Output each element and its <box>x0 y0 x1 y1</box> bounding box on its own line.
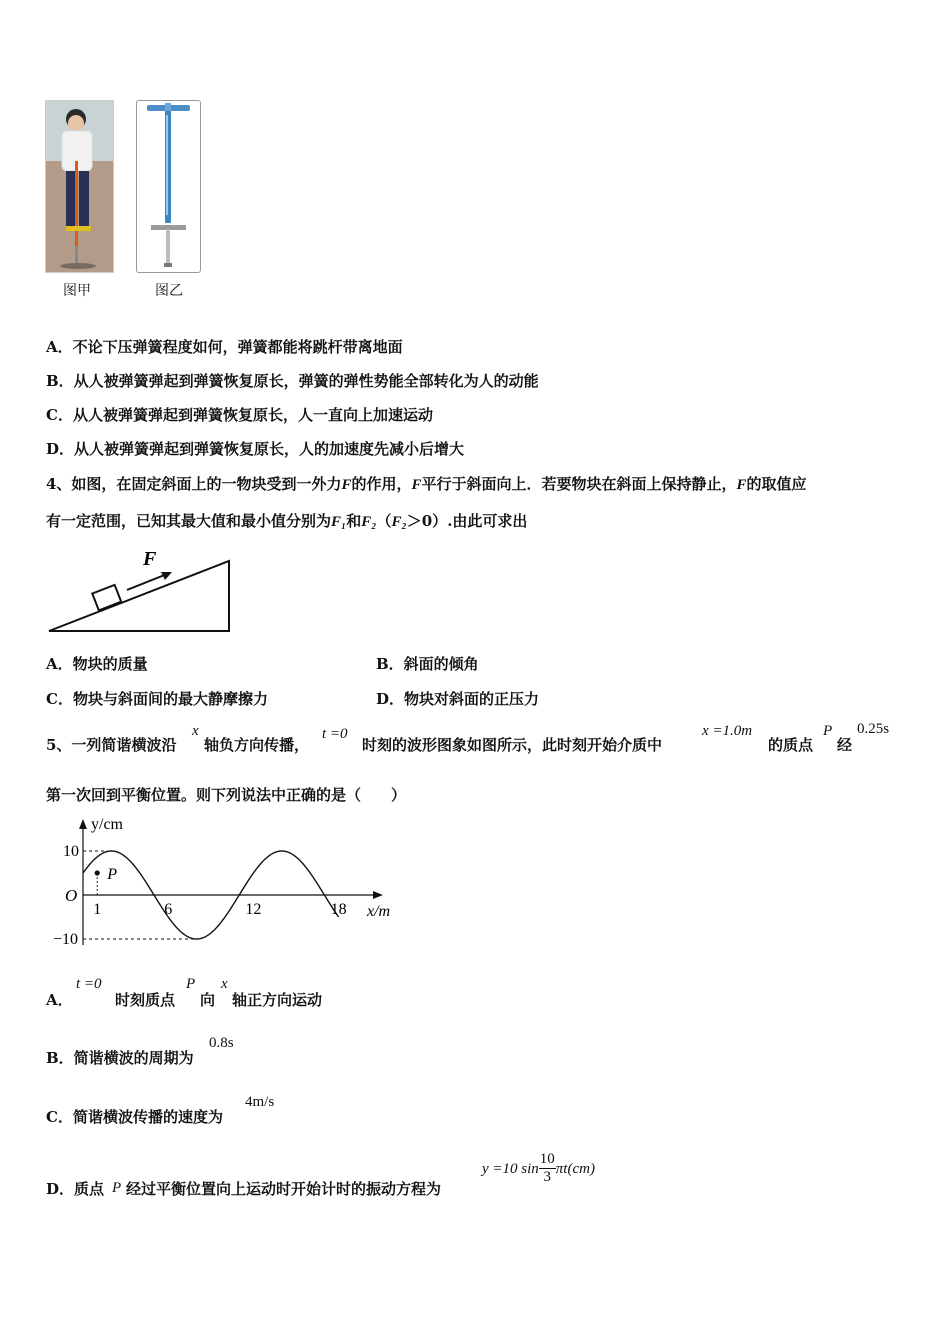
q5-math-x: x <box>192 723 199 739</box>
y-axis-label: y/cm <box>91 816 123 833</box>
x-tick-6: 6 <box>164 901 173 918</box>
x-tick-1: 1 <box>93 901 102 918</box>
force-label: F <box>143 548 157 570</box>
q5-option-d-text: 经过平衡位置向上运动时开始计时的振动方程为 <box>126 1180 442 1198</box>
q5-math-t0: t =0 <box>322 726 348 742</box>
q5-option-a-p: P <box>186 976 196 992</box>
point-p-label: P <box>107 866 117 883</box>
q5-math-time: 0.25s <box>857 721 890 737</box>
q4-option-d: D．物块对斜面的正压力 <box>376 690 540 708</box>
q5-option-a-x: x <box>221 976 228 992</box>
q5-option-c: C．简谐横波传播的速度为 <box>46 1108 223 1126</box>
q5-option-d-equation: y =10 sin $\frac{10}{3}$ πt(cm) <box>482 1151 595 1185</box>
q5-option-a-t0: t =0 <box>76 976 102 992</box>
pogo-child-photo <box>45 100 114 273</box>
q5-math-x1: x =1.0m <box>702 723 753 739</box>
figure-b-caption: 图乙 <box>155 283 183 299</box>
q4-option-b: B．斜面的倾角 <box>376 655 479 673</box>
q3-option-b: B．从人被弹簧弹起到弹簧恢复原长，弹簧的弹性势能全部转化为人的动能 <box>46 372 539 390</box>
q5-stem-line2: 第一次回到平衡位置。则下列说法中正确的是（ ） <box>46 786 407 804</box>
q5-stem-part5: 经 <box>837 736 853 754</box>
pogo-stick-photo <box>136 100 201 273</box>
q3-option-d: D．从人被弹簧弹起到弹簧恢复原长，人的加速度先减小后增大 <box>46 440 465 458</box>
q5-stem-part3: 时刻的波形图象如图所示，此时刻开始介质中 <box>362 736 663 754</box>
q5-stem-part2: 轴负方向传播， <box>204 736 310 754</box>
y-tick-10: 10 <box>63 843 79 860</box>
y-axis-arrowhead <box>79 819 87 829</box>
q4-stem-line2: 有一定范围，已知其最大值和最小值分别为F₁和F₂（F₂＞0）.由此可求出 <box>46 512 528 530</box>
pogo-stick-illustration <box>137 101 200 272</box>
q5-option-b: B．简谐横波的周期为 <box>46 1049 194 1067</box>
q5-option-d-p: P <box>112 1180 122 1196</box>
q5-option-a-label: A． <box>46 991 73 1009</box>
x-tick-18: 18 <box>330 901 347 918</box>
point-p <box>95 870 100 875</box>
q4-stem-line1: 4、如图，在固定斜面上的一物块受到一外力F的作用，F平行于斜面向上．若要物块在斜面上保持静止，F的取值应 <box>46 475 807 493</box>
block <box>92 585 121 610</box>
q5-option-a-text1: 时刻质点 <box>115 991 176 1009</box>
q3-option-a: A．不论下压弹簧程度如何，弹簧都能将跳杆带离地面 <box>46 338 403 356</box>
wave-chart <box>45 815 405 951</box>
q5-option-a-text2: 向 <box>200 991 216 1009</box>
x-axis-arrowhead <box>373 891 383 899</box>
q5-option-a-text3: 轴正方向运动 <box>232 991 323 1009</box>
q4-option-a: A．物块的质量 <box>46 655 148 673</box>
q4-option-c: C．物块与斜面间的最大静摩擦力 <box>46 690 268 708</box>
q5-stem-part4: 的质点 <box>768 736 814 754</box>
q5-stem-part1: 5、一列简谐横波沿 <box>46 736 177 754</box>
q5-math-p: P <box>823 723 833 739</box>
q3-option-c: C．从人被弹簧弹起到弹簧恢复原长，人一直向上加速运动 <box>46 406 433 424</box>
q5-option-c-value: 4m/s <box>245 1094 275 1110</box>
origin-label: O <box>65 886 78 905</box>
x-axis-label: x/m <box>367 903 391 920</box>
child-illustration <box>46 101 113 272</box>
q5-option-d: D．质点 <box>46 1180 105 1198</box>
x-tick-12: 12 <box>245 901 262 918</box>
q5-option-b-value: 0.8s <box>209 1035 234 1051</box>
y-tick-neg10: −10 <box>53 931 79 948</box>
incline-triangle <box>49 561 229 631</box>
figure-a-caption: 图甲 <box>63 283 91 299</box>
incline-figure <box>45 543 235 637</box>
